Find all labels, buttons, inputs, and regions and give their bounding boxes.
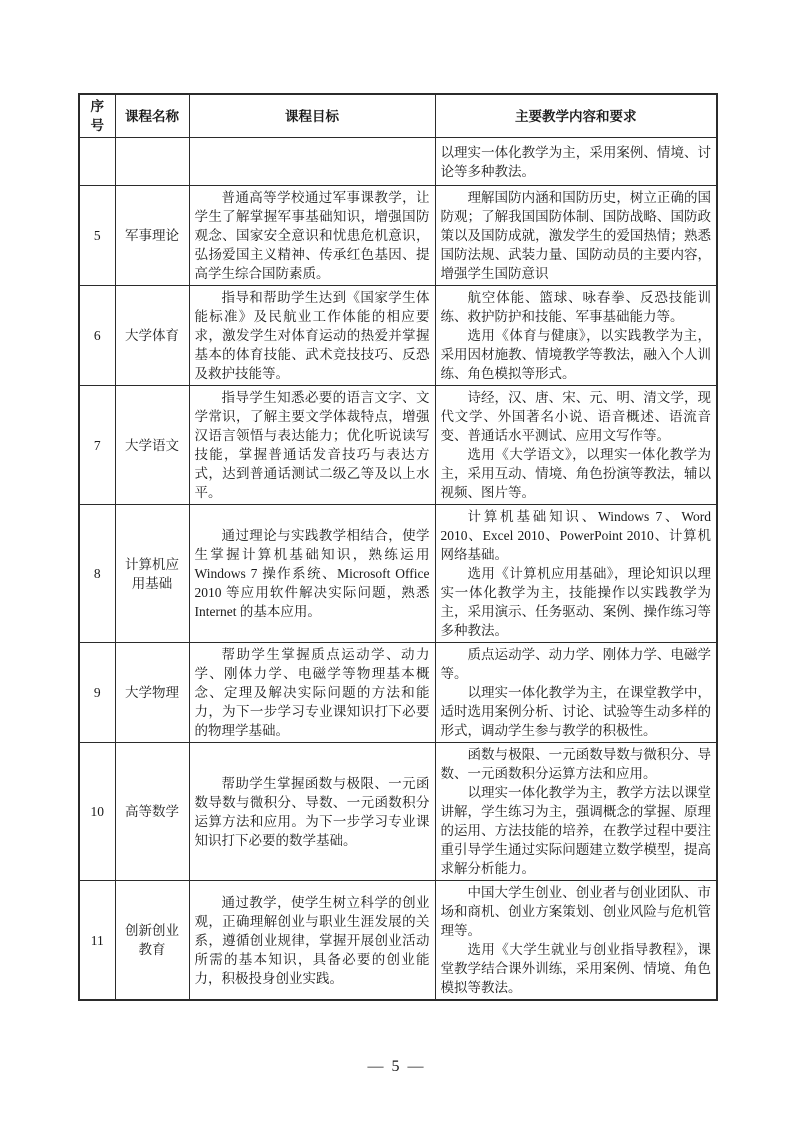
content-paragraph: 函数与极限、一元函数导数与微积分、导数、一元函数积分运算方法和应用。 — [440, 747, 711, 781]
content-paragraph: 计算机基础知识、Windows 7、Word 2010、Excel 2010、PowerPoint 2010、计算机网络基础。 — [440, 509, 711, 562]
course-content — [435, 386, 717, 505]
row-no: 5 — [79, 186, 115, 286]
course-objective — [189, 138, 435, 186]
course-content — [435, 643, 717, 743]
content-paragraph: 中国大学生创业、创业者与创业团队、市场和商机、创业方案策划、创业风险与危机管理等。 — [440, 885, 711, 938]
course-objective — [189, 743, 435, 881]
course-name: 创新创业教育 — [115, 881, 189, 1001]
course-content — [435, 505, 717, 643]
row-no — [79, 138, 115, 186]
objective-paragraph: 指导和帮助学生达到《国家学生体能标准》及民航业工作体能的相应要求，激发学生对体育运动的热爱并掌握基本的体育技能、武术竞技技巧、反恐及救护技能等。 — [194, 290, 430, 381]
continuation-row — [79, 138, 717, 186]
row-no: 11 — [79, 881, 115, 1001]
content-paragraph: 以理实一体化教学为主，在课堂教学中，适时选用案例分析、讨论、试验等生动多样的形式，调动学生参与教学的积极性。 — [440, 685, 711, 738]
table-row — [79, 643, 717, 743]
course-name: 大学物理 — [115, 643, 189, 743]
table-row — [79, 505, 717, 643]
content-paragraph: 以理实一体化教学为主，采用案例、情境、讨论等多种教法。 — [440, 144, 711, 179]
page-number: — 5 — — [367, 1058, 426, 1075]
course-content — [435, 743, 717, 881]
course-content — [435, 186, 717, 286]
content-paragraph: 选用《计算机应用基础》，理论知识以理实一体化教学为主，技能操作以实践教学为主，采用演示、任务驱动、案例、操作练习等多种教法。 — [440, 566, 711, 638]
content-paragraph: 理解国防内涵和国防历史，树立正确的国防观；了解我国国防体制、国防战略、国防政策以及国防成就，激发学生的爱国热情；熟悉国防法规、武装力量、国防动员的主要内容，增强学生国防意识 — [440, 190, 711, 281]
course-objective — [189, 643, 435, 743]
content-paragraph: 选用《体育与健康》，以实践教学为主，采用因材施教、情境教学等教法，融入个人训练、角色模拟等形式。 — [440, 328, 711, 381]
table-header-row — [79, 94, 717, 138]
course-content — [435, 286, 717, 386]
table-row — [79, 743, 717, 881]
table-row — [79, 186, 717, 286]
header-course-content: 主要教学内容和要求 — [435, 94, 717, 138]
table-row — [79, 386, 717, 505]
course-objective — [189, 881, 435, 1001]
row-no: 6 — [79, 286, 115, 386]
course-name: 计算机应用基础 — [115, 505, 189, 643]
header-no: 序号 — [79, 94, 115, 138]
objective-paragraph: 通过教学，使学生树立科学的创业观，正确理解创业与职业生涯发展的关系，遵循创业规律，掌握开展创业活动所需的基本知识，具备必要的创业能力，积极投身创业实践。 — [194, 894, 430, 986]
objective-paragraph: 指导学生知悉必要的语言文字、文学常识，了解主要文学体裁特点，增强汉语言领悟与表达能力；优化听说读写技能，掌握普通话发音技巧与表达方式，达到普通话测试二级乙等及以上水平。 — [194, 390, 430, 500]
table-row — [79, 286, 717, 386]
row-no: 10 — [79, 743, 115, 881]
content-paragraph: 诗经，汉、唐、宋、元、明、清文学，现代文学、外国著名小说、语音概述、语流音变、普通话水平测试、应用文写作等。 — [440, 390, 711, 443]
course-table — [78, 93, 718, 1001]
course-name: 高等数学 — [115, 743, 189, 881]
course-name: 军事理论 — [115, 186, 189, 286]
content-paragraph: 质点运动学、动力学、刚体力学、电磁学等。 — [440, 647, 711, 681]
objective-paragraph: 普通高等学校通过军事课教学，让学生了解掌握军事基础知识，增强国防观念、国家安全意识和忧患危机意识，弘扬爱国主义精神、传承红色基因、提高学生综合国防素质。 — [194, 190, 430, 281]
course-objective — [189, 286, 435, 386]
header-course-objective: 课程目标 — [189, 94, 435, 138]
content-paragraph: 选用《大学生就业与创业指导教程》，课堂教学结合课外训练，采用案例、情境、角色模拟等教法。 — [440, 942, 711, 995]
header-course-name: 课程名称 — [115, 94, 189, 138]
objective-paragraph: 通过理论与实践教学相结合，使学生掌握计算机基础知识，熟练运用 Windows 7 操作系统、Microsoft Office 2010 等应用软件解决实际问题，熟悉 Internet 的基本应用。 — [194, 528, 430, 619]
content-paragraph: 选用《大学语文》，以理实一体化教学为主，采用互动、情境、角色扮演等教法，辅以视频、图片等。 — [440, 447, 711, 500]
course-name: 大学语文 — [115, 386, 189, 505]
content-paragraph: 以理实一体化教学为主，教学方法以课堂讲解，学生练习为主，强调概念的掌握、原理的运用、方法技能的培养，在教学过程中要注重引导学生通过实际问题建立数学模型，提高求解分析能力。 — [440, 785, 711, 876]
course-name: 大学体育 — [115, 286, 189, 386]
course-objective — [189, 386, 435, 505]
table-row — [79, 881, 717, 1001]
course-content — [435, 881, 717, 1001]
objective-paragraph: 帮助学生掌握质点运动学、动力学、刚体力学、电磁学等物理基本概念、定理及解决实际问题的方法和能力，为下一步学习专业课知识打下必要的物理学基础。 — [194, 647, 430, 738]
course-name — [115, 138, 189, 186]
row-no: 8 — [79, 505, 115, 643]
row-no: 9 — [79, 643, 115, 743]
course-objective — [189, 505, 435, 643]
course-objective — [189, 186, 435, 286]
course-content — [435, 138, 717, 186]
objective-paragraph: 帮助学生掌握函数与极限、一元函数导数与微积分、导数、一元函数积分运算方法和应用。为下一步学习专业课知识打下必要的数学基础。 — [194, 775, 430, 848]
row-no: 7 — [79, 386, 115, 505]
content-paragraph: 航空体能、篮球、咏春拳、反恐技能训练、救护防护和技能、军事基础能力等。 — [440, 290, 711, 324]
